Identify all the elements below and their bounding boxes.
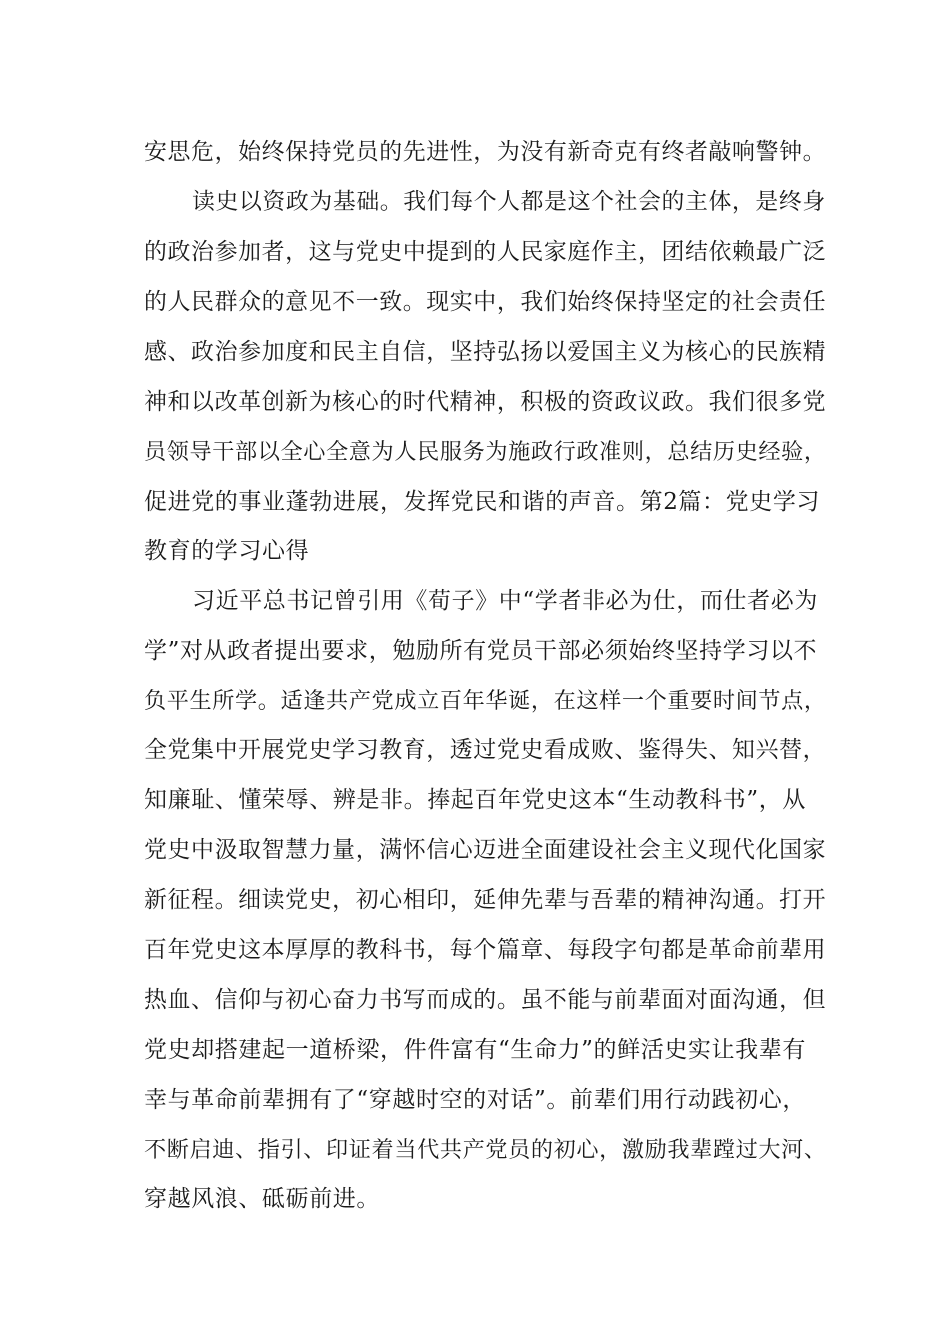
- text-line: 学”对从政者提出要求，勉励所有党员干部必须始终坚持学习以不: [144, 638, 818, 664]
- text-line: 的政治参加者，这与党史中提到的人民家庭作主，团结依赖最广泛: [144, 239, 827, 265]
- text-line: 感、政治参加度和民主自信，坚持弘扬以爱国主义为核心的民族精: [144, 339, 827, 365]
- text-line: 负平生所学。适逢共产党成立百年华诞，在这样一个重要时间节点，: [144, 688, 827, 714]
- text-line: 安思危，始终保持党员的先进性，为没有新奇克有终者敲响警钟。: [144, 139, 827, 165]
- text-line: 党史中汲取智慧力量，满怀信心迈进全面建设社会主义现代化国家: [144, 837, 827, 863]
- text-line: 新征程。细读党史，初心相印，延伸先辈与吾辈的精神沟通。打开: [144, 887, 827, 913]
- paragraph-start-line: 习近平总书记曾引用《荀子》中“学者非必为仕，而仕者必为: [192, 588, 818, 614]
- text-line: 不断启迪、指引、印证着当代共产党员的初心，激励我辈蹚过大河、: [144, 1137, 827, 1163]
- text-line: 促进党的事业蓬勃进展，发挥党民和谐的声音。第2篇：党史学习: [144, 489, 821, 515]
- text-line: 教育的学习心得: [144, 538, 310, 564]
- text-line: 百年党史这本厚厚的教科书，每个篇章、每段字句都是革命前辈用: [144, 937, 827, 963]
- text-line: 员领导干部以全心全意为人民服务为施政行政准则，总结历史经验，: [144, 439, 827, 465]
- text-line: 知廉耻、懂荣辱、辨是非。捧起百年党史这本“生动教科书”，从: [144, 787, 806, 813]
- text-line: 神和以改革创新为核心的时代精神，积极的资政议政。我们很多党: [144, 389, 827, 415]
- text-line: 热血、信仰与初心奋力书写而成的。虽不能与前辈面对面沟通，但: [144, 987, 827, 1013]
- paragraph-start-line: 读史以资政为基础。我们每个人都是这个社会的主体，是终身: [192, 189, 826, 215]
- text-line: 全党集中开展党史学习教育，透过党史看成败、鉴得失、知兴替，: [144, 737, 827, 763]
- text-line: 幸与革命前辈拥有了“穿越时空的对话”。前辈们用行动践初心，: [144, 1087, 806, 1113]
- text-line: 的人民群众的意见不一致。现实中，我们始终保持坚定的社会责任: [144, 289, 827, 315]
- text-line: 穿越风浪、砥砺前进。: [144, 1186, 380, 1212]
- text-line: 党史却搭建起一道桥梁，件件富有“生命力”的鲜活史实让我辈有: [144, 1037, 806, 1063]
